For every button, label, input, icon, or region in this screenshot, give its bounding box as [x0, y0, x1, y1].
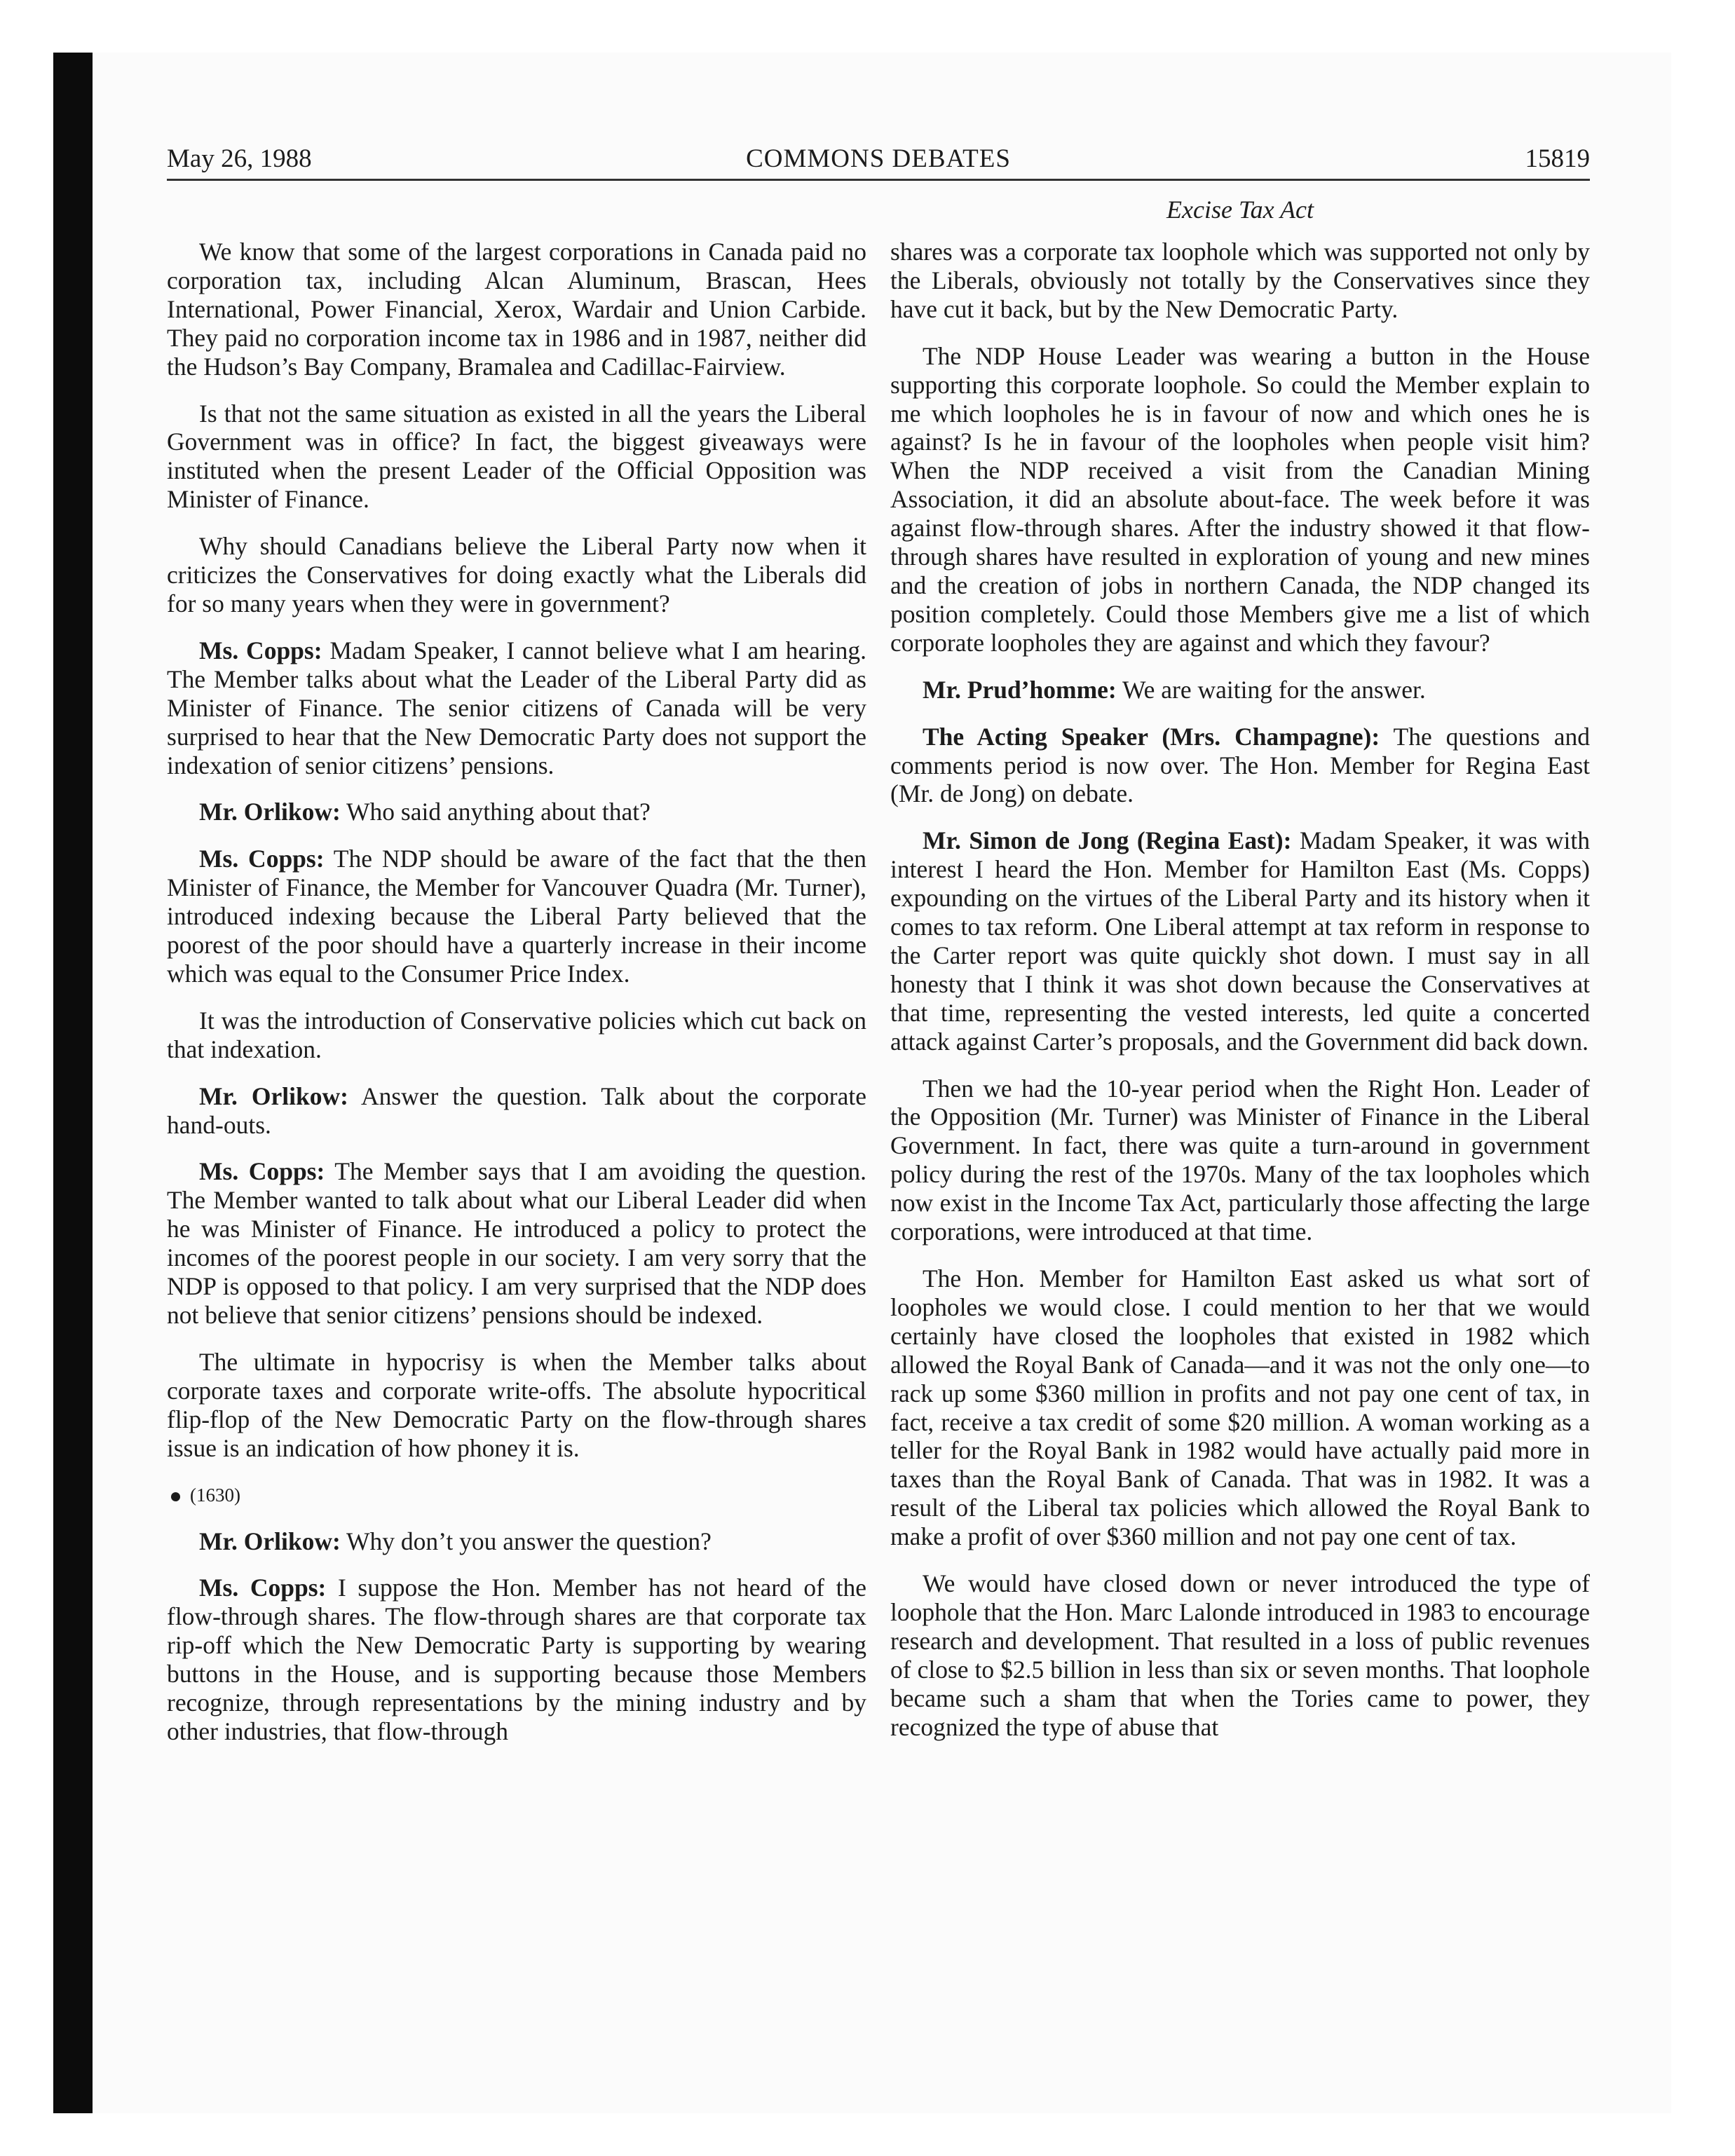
speech-paragraph [167, 1527, 866, 1556]
speech-text: The questions and comments period is now over. The Hon. Member for Regina East (Mr. de Jong) on debate. [890, 722, 1591, 808]
speech-paragraph [167, 798, 866, 826]
header-page-number: 15819 [1525, 144, 1590, 173]
speech-text: The NDP should be aware of the fact that the then Minister of Finance, the Member for Vancouver Quadra (Mr. Turner), introduced indexing because the Liberal Party believed that the poorest of the poor should have a quarterly increase in their income which was equal to the Consumer Price Index. [167, 845, 866, 988]
speech-text: Who said anything about that? [340, 798, 651, 826]
speech-paragraph [167, 845, 866, 988]
speech-paragraph [890, 826, 1590, 1056]
speaker-name: Mr. Orlikow: [199, 798, 341, 826]
speaker-name: The Acting Speaker (Mrs. Champagne): [923, 722, 1380, 751]
bullet-dot-icon [171, 1492, 180, 1501]
paragraph: We know that some of the largest corporations in Canada paid no corporation tax, including Alcan Aluminum, Brascan, Hees International, Power Financial, Xerox, Wardair and Union Carbide. They paid no corporation income tax in 1986 and in 1987, neither did the Hudson’s Bay Company, Bramalea and Cadillac-Fairview. [167, 238, 866, 381]
speech-text: Madam Speaker, it was with interest I heard the Hon. Member for Hamilton East (Ms. Copps) expounding on the virtues of the Liberal Party and its history when it comes to tax reform. One Liberal attempt at tax reform in response to the Carter report was quite quickly shot down. I must say in all honesty that I think it was shot down because the Conservatives at that time, representing the vested interests, led quite a concerted attack against Carter’s proposals, and the Government did back down. [890, 826, 1591, 1056]
speech-text: Madam Speaker, I cannot believe what I am hearing. The Member talks about what the Leader of the Liberal Party did as Minister of Finance. The senior citizens of Canada will be very surprised to hear that the New Democratic Party does not support the indexation of senior citizens’ pensions. [167, 636, 866, 779]
speaker-name: Mr. Simon de Jong (Regina East): [923, 826, 1292, 855]
header-publication: COMMONS DEBATES [746, 144, 1011, 173]
speech-text: Why don’t you answer the question? [340, 1527, 712, 1555]
speaker-name: Ms. Copps: [199, 1574, 327, 1602]
speaker-name: Ms. Copps: [199, 636, 322, 664]
speech-text: I suppose the Hon. Member has not heard of the flow-through shares. The flow-through shares are that corporate tax rip-off which the New Democratic Party is supporting by wearing buttons in the House, and is supporting because those Members recognize, through representations by the mining industry and by other industries, that flow-through [167, 1574, 866, 1745]
speech-text: We are waiting for the answer. [1116, 675, 1426, 704]
scan-border [53, 53, 93, 2113]
speaker-name: Mr. Orlikow: [199, 1527, 341, 1555]
paragraph: The ultimate in hypocrisy is when the Member talks about corporate taxes and corporate write-offs. The absolute hypocritical flip-flop of the New Democratic Party on the flow-through shares issue is an indication of how phoney it is. [167, 1347, 866, 1462]
left-column [167, 238, 866, 1746]
speech-paragraph [167, 636, 866, 780]
paragraph: The Hon. Member for Hamilton East asked us what sort of loopholes we would close. I could mention to her that we would certainly have closed the loopholes that existed in 1982 which allowed the Royal Bank of Canada—and it was not the only one—to rack up some $360 million in profits and not pay one cent of tax, in fact, receive a tax credit of some $20 million. A woman working as a teller for the Royal Bank in 1982 would have actually paid more in taxes than the Royal Bank of Canada. That was in 1982. It was a result of the Liberal tax policies which allowed the Royal Bank to make a profit of over $360 million and not pay one cent of tax. [890, 1264, 1590, 1551]
paragraph: Is that not the same situation as existed in all the years the Liberal Government was in office? In fact, the biggest giveaways were instituted when the present Leader of the Official Opposition was Minister of Finance. [167, 399, 866, 514]
time-marker [167, 1481, 866, 1509]
paragraph-continued: shares was a corporate tax loophole which was supported not only by the Liberals, obviously not totally by the Conservatives since they have cut it back, but by the New Democratic Party. [890, 238, 1590, 323]
speech-paragraph [890, 723, 1590, 809]
time-marker-text: (1630) [190, 1484, 240, 1506]
paragraph: It was the introduction of Conservative policies which cut back on that indexation. [167, 1006, 866, 1063]
speaker-name: Mr. Orlikow: [199, 1082, 348, 1110]
right-column [890, 238, 1590, 1742]
speech-text: Answer the question. Talk about the corporate hand-outs. [167, 1082, 866, 1139]
speech-text: The Member says that I am avoiding the question. The Member wanted to talk about what our Liberal Leader did when he was Minister of Finance. He introduced a policy to protect the incomes of the poorest people in our society. I am very sorry that the NDP is opposed to that policy. I am very surprised that the NDP does not believe that senior citizens’ pensions should be indexed. [167, 1157, 866, 1329]
speaker-name: Ms. Copps: [199, 1157, 325, 1186]
speaker-name: Mr. Prud’homme: [923, 675, 1117, 704]
page-header [167, 142, 1590, 181]
speaker-name: Ms. Copps: [199, 845, 325, 873]
paragraph: Then we had the 10-year period when the Right Hon. Leader of the Opposition (Mr. Turner) was Minister of Finance in the Liberal Government. In fact, there was quite a turn-around in government policy during the rest of the 1970s. Many of the tax loopholes which now exist in the Income Tax Act, particularly those affecting the large corporations, were introduced at that time. [890, 1074, 1590, 1246]
speech-paragraph [167, 1574, 866, 1745]
paragraph: We would have closed down or never introduced the type of loophole that the Hon. Marc Lalonde introduced in 1983 to encourage research and development. That resulted in a loss of public revenues of close to $2.5 billion in less than six or seven months. That loophole became such a sham that when the Tories came to power, they recognized the type of abuse that [890, 1569, 1590, 1741]
speech-paragraph [167, 1157, 866, 1329]
paragraph: Why should Canadians believe the Liberal Party now when it criticizes the Conservatives for doing exactly what the Liberals did for so many years when they were in government? [167, 532, 866, 618]
speech-paragraph [890, 676, 1590, 704]
speech-paragraph [167, 1082, 866, 1140]
header-date: May 26, 1988 [167, 144, 312, 173]
paragraph: The NDP House Leader was wearing a button in the House supporting this corporate loophole. So could the Member explain to me which loopholes he is in favour of now and which ones he is against? Is he in favour of the loopholes when people visit him? When the NDP received a visit from the Canadian Mining Association, it did an absolute about-face. The week before it was against flow-through shares. After the industry showed it that flow-through shares have resulted in exploration of young and new mines and the creation of jobs in northern Canada, the NDP changed its position completely. Could those Members give me a list of which corporate loopholes they are against and which they favour? [890, 341, 1590, 657]
section-running-head: Excise Tax Act [1166, 196, 1314, 224]
